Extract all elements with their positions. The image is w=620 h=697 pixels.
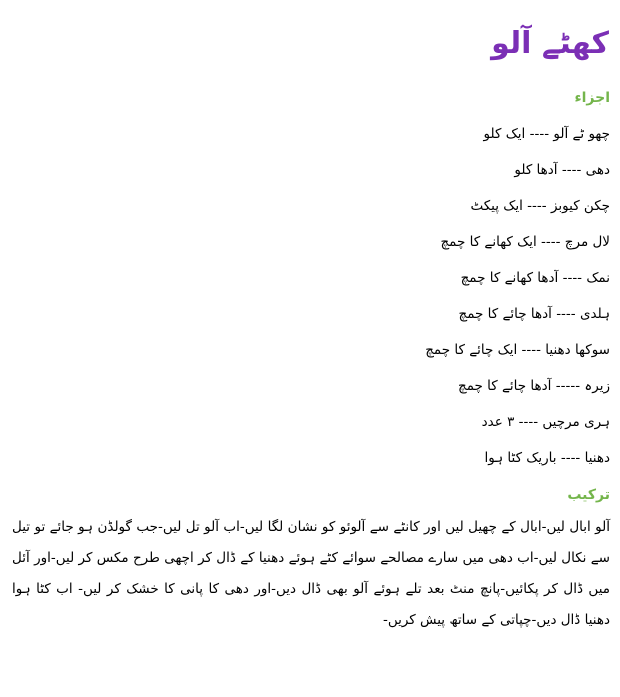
method-paragraph: آلو ابال لیں-ابال کے چھیل لیں اور کانٹے سے آلوئو کو نشان لگا لیں-اب آلو تل لیں-جب گولڈن ہو جائے تو تیل سے نکال لیں-اب دھی میں سارے مصالحے سوائے کٹے ہوئے دھنیا کے ڈال کر اچھی طرح مکس کر لیں-اور آئل میں ڈال کر پکائیں-پانچ منٹ بعد تلے ہوئے آلو بھی ڈال دیں-اور دھی کا پانی کا خشک کر لیں- اب کٹا ہوا دھنیا ڈال دیں-چپاتی کے ساتھ پیش کریں- xyxy=(12,519,610,628)
ingredients-list xyxy=(12,114,610,474)
ingredients-heading: اجزاء xyxy=(574,90,610,106)
ingredient-item: ہلدی ---- آدھا چائے کا چمچ xyxy=(458,306,610,322)
ingredient-item: چکن کیوبز ---- ایک پیکٹ xyxy=(470,198,610,214)
ingredient-item: سوکھا دھنیا ---- ایک چائے کا چمچ xyxy=(425,342,610,358)
recipe-title: کھٹے آلو xyxy=(491,26,609,61)
ingredient-item: چھو ٹے آلو ---- ایک کلو xyxy=(483,126,610,142)
ingredient-item: لال مرچ ---- ایک کھانے کا چمچ xyxy=(440,234,610,250)
ingredient-item: ہری مرچیں ---- ۳ عدد xyxy=(481,414,610,430)
ingredient-item: نمک ---- آدھا کھانے کا چمچ xyxy=(460,270,610,286)
ingredient-item: دھی ---- آدھا کلو xyxy=(514,162,610,178)
ingredient-item: زیرہ ----- آدھا چائے کا چمچ xyxy=(458,378,610,394)
method-heading: ترکیب xyxy=(567,487,610,503)
ingredient-item: دھنیا ---- باریک کٹا ہوا xyxy=(484,450,610,466)
